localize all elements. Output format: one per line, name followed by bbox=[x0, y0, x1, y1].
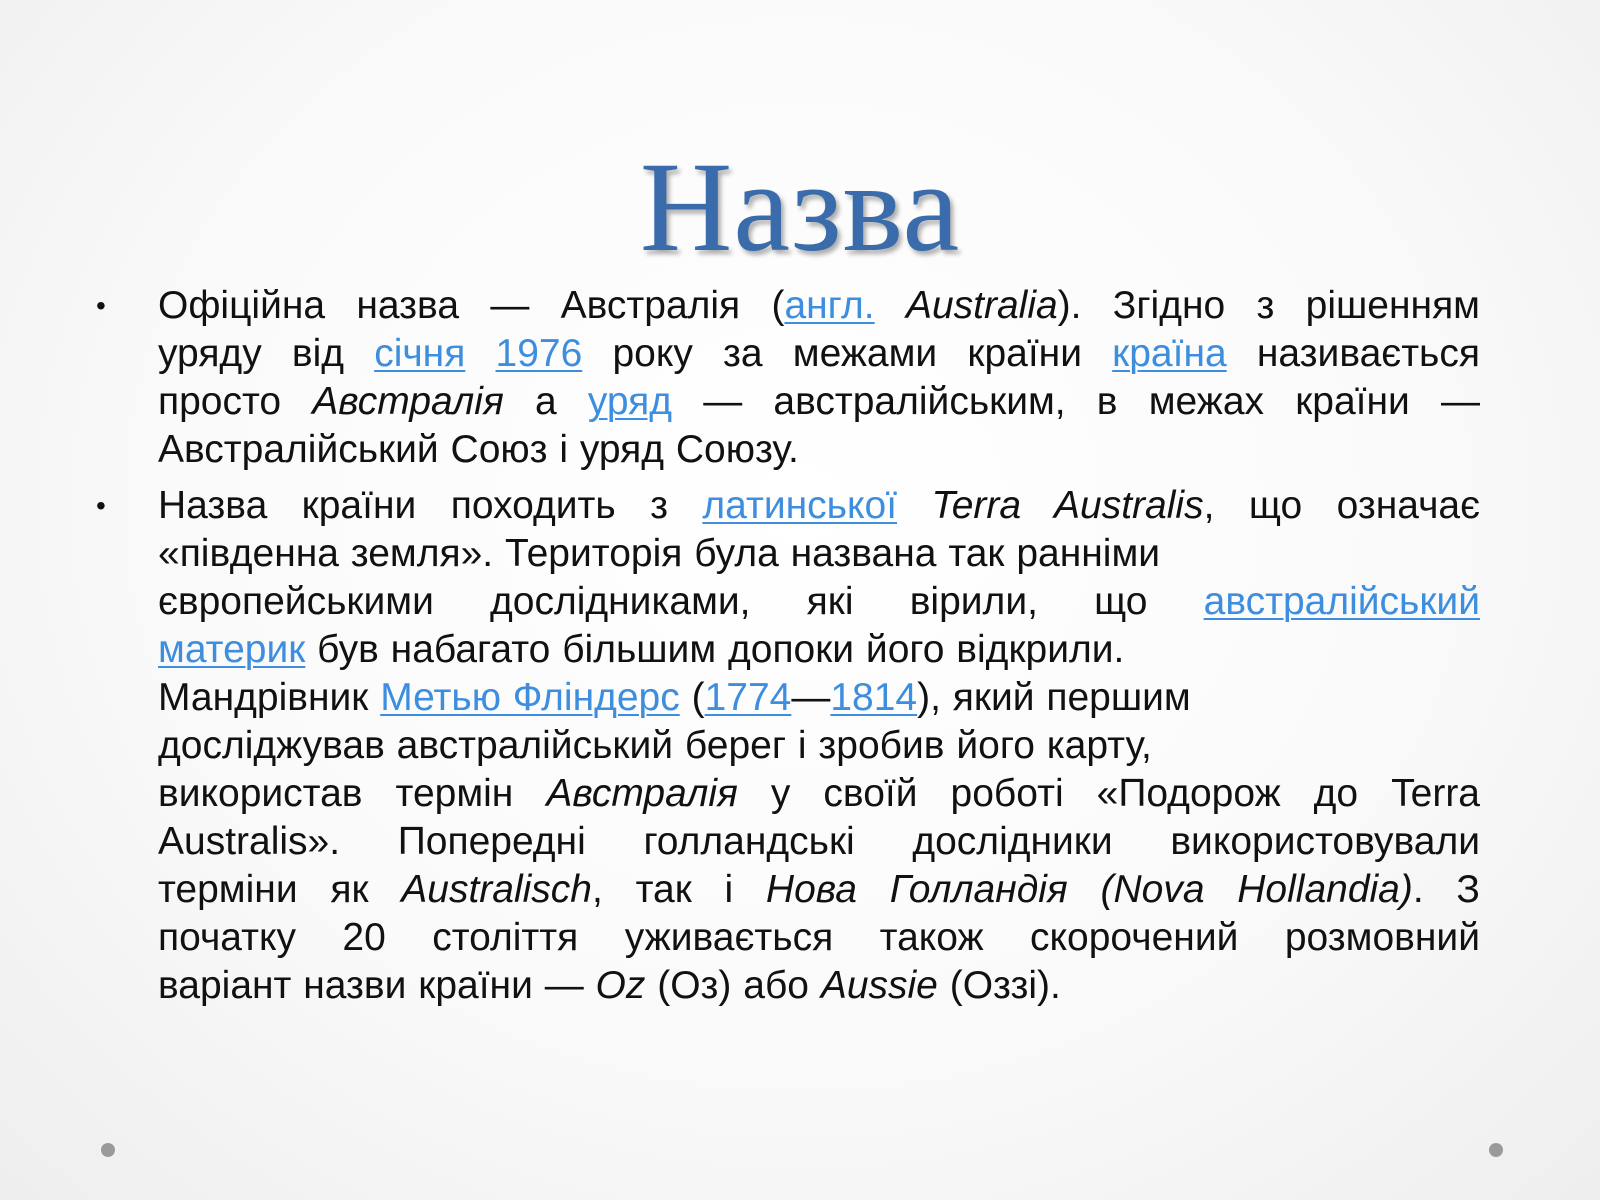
text-line bbox=[158, 674, 1480, 722]
text-line bbox=[158, 378, 1480, 426]
text-run: у своїй роботі «Подорож до Terra bbox=[737, 772, 1481, 815]
link-1814[interactable]: 1814 bbox=[830, 676, 918, 719]
text-run: початку 20 століття уживається також скорочений розмовний bbox=[158, 916, 1480, 959]
bullet-marker: • bbox=[96, 490, 106, 521]
text-run: «південна земля». Територія була названа так ранніми bbox=[158, 532, 1161, 575]
text-run: . З bbox=[1412, 868, 1480, 911]
text-run: терміни як bbox=[158, 868, 402, 911]
italic-term: Oz bbox=[595, 964, 646, 1007]
text-run: Австралійський Союз і уряд Союзу. bbox=[158, 428, 799, 471]
text-line bbox=[158, 482, 1480, 530]
text-line bbox=[158, 914, 1480, 962]
text-line bbox=[158, 330, 1480, 378]
italic-term: Австралія bbox=[546, 772, 738, 815]
link-flinders[interactable]: Метью Фліндерс bbox=[380, 676, 680, 719]
text-line bbox=[158, 530, 1480, 578]
text-run: — bbox=[791, 676, 831, 719]
text-run: досліджував австралійський берег і зробив його карту, bbox=[158, 724, 1152, 767]
text-line bbox=[158, 578, 1480, 626]
text-line bbox=[158, 770, 1480, 818]
bullet-item-name-origin bbox=[0, 482, 1600, 1010]
bullet-list bbox=[0, 282, 1600, 1018]
text-run bbox=[465, 332, 495, 375]
link-avstraliiskyi-materyk[interactable]: австралійський bbox=[1203, 580, 1480, 623]
text-run: просто bbox=[158, 380, 313, 423]
link-1976[interactable]: 1976 bbox=[495, 332, 583, 375]
bullet-item-official-name bbox=[0, 282, 1600, 474]
text-run: європейськими дослідниками, які вірили, що bbox=[158, 580, 1204, 623]
link-sichnia[interactable]: січня bbox=[374, 332, 466, 375]
text-run: ). Згідно з рішенням bbox=[1057, 284, 1480, 327]
link-kraina[interactable]: країна bbox=[1112, 332, 1227, 375]
text-run: Офіційна назва — Австралія ( bbox=[158, 284, 785, 327]
text-line bbox=[158, 866, 1480, 914]
slide-title: Назва bbox=[639, 136, 961, 278]
corner-dot-left bbox=[101, 1143, 115, 1157]
italic-term: Australia bbox=[905, 284, 1058, 327]
text-line bbox=[158, 818, 1480, 866]
text-run: ), який першим bbox=[917, 676, 1191, 719]
text-run: Australis». Попередні голландські дослідники використовували bbox=[158, 820, 1480, 863]
text-line bbox=[158, 722, 1480, 770]
text-run: (Оз) або bbox=[645, 964, 821, 1007]
italic-term: Terra Australis bbox=[931, 484, 1204, 527]
text-run: називається bbox=[1226, 332, 1480, 375]
text-run: , так і bbox=[592, 868, 766, 911]
text-run: варіант назви країни — bbox=[158, 964, 596, 1007]
link-avstraliiskyi-materyk[interactable]: материк bbox=[158, 628, 306, 671]
bullet-marker: • bbox=[96, 290, 106, 321]
italic-term: Australisch bbox=[401, 868, 592, 911]
italic-term: Aussie bbox=[820, 964, 938, 1007]
text-run: , що означає bbox=[1203, 484, 1480, 527]
corner-dot-right bbox=[1489, 1143, 1503, 1157]
text-line bbox=[158, 962, 1480, 1010]
italic-term: Австралія bbox=[312, 380, 504, 423]
italic-term: Нова Голландія (Nova Hollandia) bbox=[765, 868, 1413, 911]
link-uriad[interactable]: уряд bbox=[587, 380, 673, 423]
text-run: використав термін bbox=[158, 772, 547, 815]
text-run: — австралійським, в межах країни — bbox=[672, 380, 1480, 423]
text-run: Назва країни походить з bbox=[158, 484, 703, 527]
link-angl[interactable]: англ. bbox=[784, 284, 875, 327]
text-run: був набагато більшим допоки його відкрили. bbox=[305, 628, 1125, 671]
text-run: а bbox=[503, 380, 588, 423]
text-run: року за межами країни bbox=[582, 332, 1113, 375]
text-run: уряду від bbox=[158, 332, 375, 375]
text-run: Мандрівник bbox=[158, 676, 381, 719]
text-line bbox=[158, 282, 1480, 330]
link-1774[interactable]: 1774 bbox=[704, 676, 792, 719]
text-run: (Оззі). bbox=[937, 964, 1061, 1007]
text-run: ( bbox=[679, 676, 705, 719]
text-line bbox=[158, 626, 1480, 674]
text-run bbox=[875, 284, 906, 327]
link-latynskoi[interactable]: латинської bbox=[702, 484, 898, 527]
text-line bbox=[158, 426, 1480, 474]
text-run bbox=[897, 484, 931, 527]
